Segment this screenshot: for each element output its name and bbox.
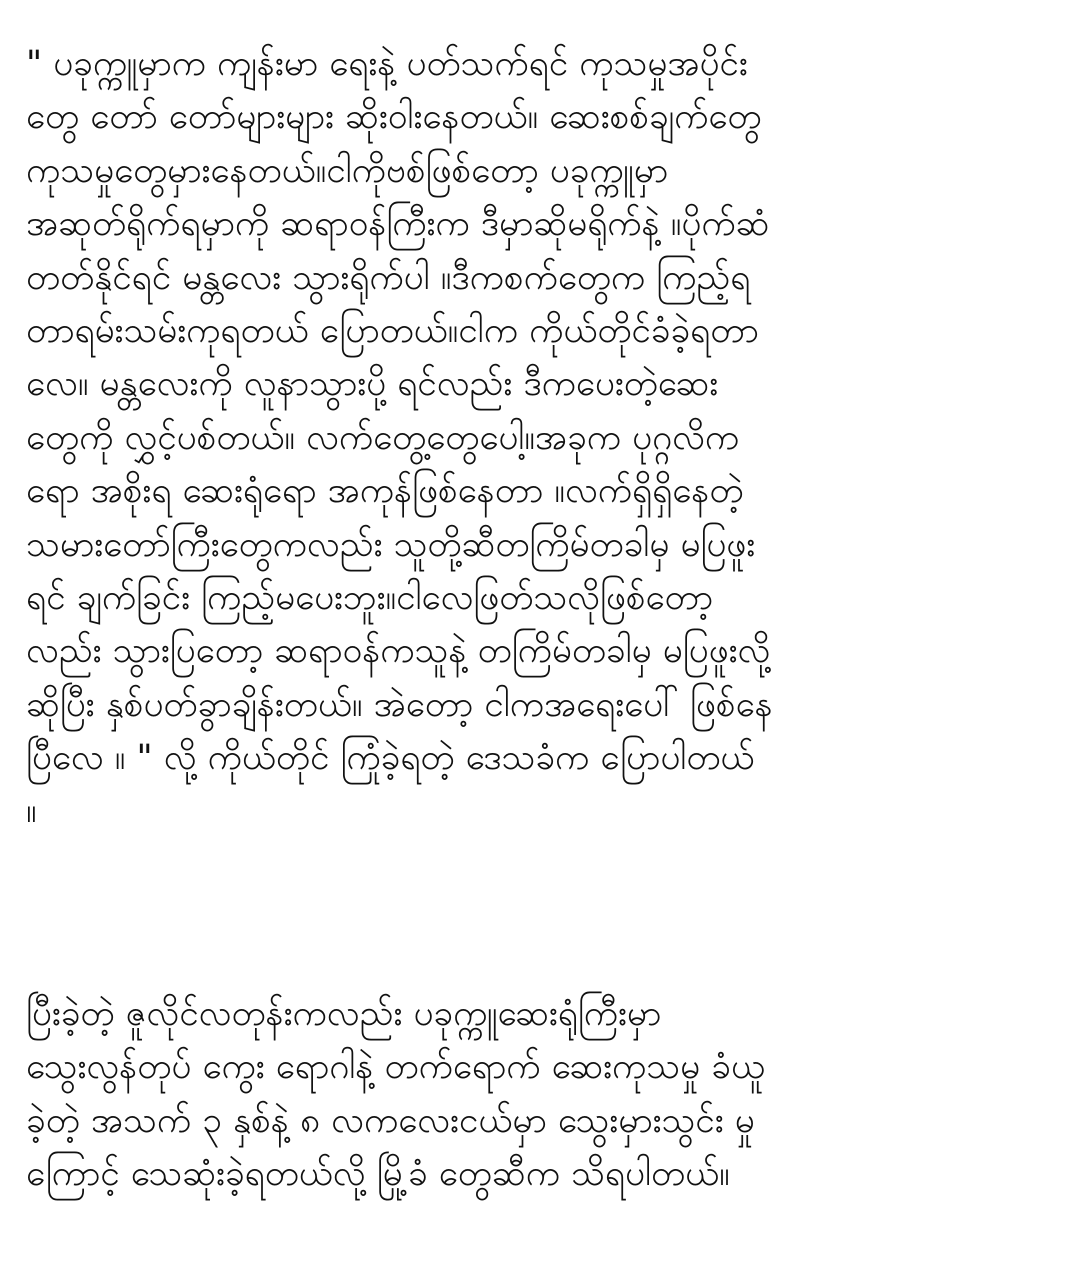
- text-line: သမားတော်ကြီးတွေကလည်း သူတို့ဆီတကြိမ်တခါမှ မပြဖူး: [26, 524, 756, 565]
- text-line: သွေးလွန်တုပ် ကွေး ရောဂါနဲ့ တက်ရောက် ဆေးကုသမှု ခံယူ: [26, 1047, 765, 1088]
- text-line: ကြောင့် သေဆုံးခဲ့ရတယ်လို့ မြို့ခံ တွေဆီက သိရပါတယ်။: [26, 1154, 730, 1195]
- text-line: ကုသမှုတွေမှားနေတယ်။ငါကိုဗစ်ဖြစ်တော့ ပခုက္ကူမှာ: [26, 150, 669, 191]
- text-line: ပြီးခဲ့တဲ့ ဇူလိုင်လတုန်းကလည်း ပခုက္ကူဆေးရုံကြီးမှာ: [26, 994, 662, 1034]
- text-line: ပြီလေ ။ " လို့ ကိုယ်တိုင် ကြုံခဲ့ရတဲ့ ဒေသခံက ပြောပါတယ်: [26, 738, 755, 779]
- text-line: အဆုတ်ရိုက်ရမှာကို ဆရာဝန်ကြီးက ဒီမှာဆိုမရိုက်နဲ့ ။ပိုက်ဆံ: [26, 204, 770, 245]
- text-line: တွေ တော် တော်များများ ဆိုးဝါးနေတယ်။ ဆေးစစ်ချက်တွေ: [26, 97, 762, 138]
- paragraph-testimony: [26, 38, 1056, 839]
- text-line: ရင် ချက်ခြင်း ကြည့်မပေးဘူး။ငါလေဖြတ်သလိုဖြစ်တော့: [26, 577, 714, 618]
- text-line: ဆိုပြီး နှစ်ပတ်ခွာချိန်းတယ်။ အဲတော့ ငါကအရေးပေါ် ဖြစ်နေ: [26, 684, 773, 725]
- text-line: လည်း သွားပြတော့ ဆရာဝန်ကသူနဲ့ တကြိမ်တခါမှ မပြဖူးလို့: [26, 631, 771, 672]
- text-line: တာရမ်းသမ်းကုရတယ် ပြောတယ်။ငါက ကိုယ်တိုင်ခံခဲ့ရတာ: [26, 310, 759, 351]
- text-line: တတ်နိုင်ရင် မန္တလေး သွားရိုက်ပါ ။ဒီကစက်တွေက ကြည့်ရ: [26, 257, 751, 298]
- paragraph-report: [26, 988, 1056, 1202]
- text-line: ။: [26, 791, 37, 832]
- text-line: တွေကို လွှင့်ပစ်တယ်။ လက်တွေ့တွေပေါ့။အခုက ပုဂ္ဂလိက: [26, 417, 740, 458]
- text-line: " ပခုက္ကူမှာက ကျန်းမာ ရေးနဲ့ ပတ်သက်ရင် ကုသမှုအပိုင်း: [26, 44, 748, 84]
- text-line: လေ။ မန္တလေးကို လူနာသွားပို့ ရင်လည်း ဒီကပေးတဲ့ဆေး: [26, 364, 719, 405]
- text-line: ရော အစိုးရ ဆေးရုံရော အကုန်ဖြစ်နေတာ ။လက်ရှိရှိနေတဲ့: [26, 471, 744, 512]
- text-line: ခဲ့တဲ့ အသက် ၃ နှစ်နဲ့ ၈ လကလေးငယ်မှာ သွေးမှားသွင်း မှု: [26, 1100, 755, 1141]
